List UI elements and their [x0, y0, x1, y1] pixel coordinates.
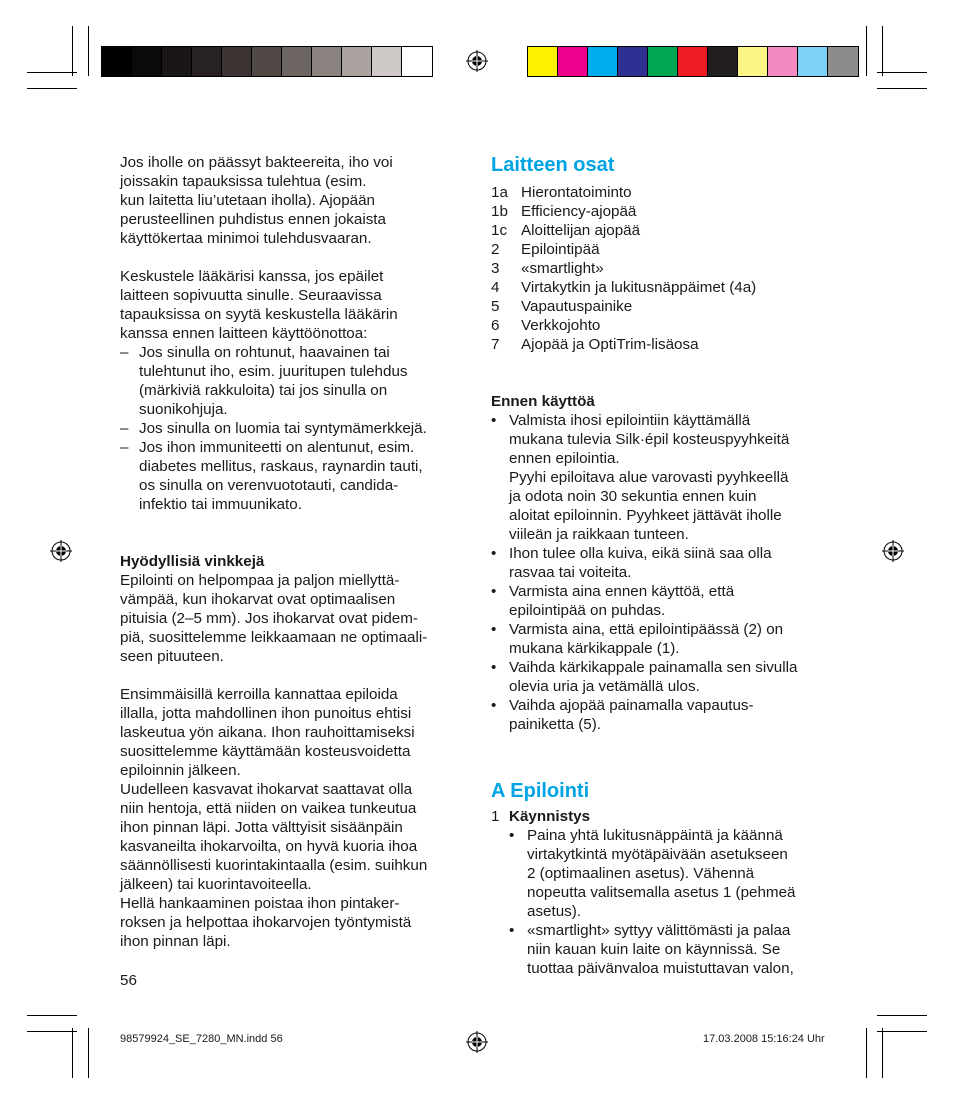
registration-mark-icon — [466, 1031, 488, 1053]
part-label: «smartlight» — [521, 260, 604, 277]
crop-mark — [882, 1028, 883, 1078]
bullet-icon: • — [509, 922, 515, 939]
part-item — [491, 259, 836, 278]
color-swatch — [252, 47, 282, 76]
part-number: 5 — [491, 298, 500, 315]
part-label: Virtakytkin ja lukitusnäppäimet (4a) — [521, 279, 757, 296]
crop-mark — [877, 1015, 927, 1016]
part-item — [491, 183, 836, 202]
step-title: Käynnistys — [509, 808, 591, 825]
part-label: Aloittelijan ajopää — [521, 222, 641, 239]
color-swatch — [528, 47, 558, 76]
bullet-text: Paina yhtä lukitusnäppäintä ja käännä virtakytkintä myötäpäivään asetukseen 2 (optimaalinen asetus). Vähennä nopeutta valitsemalla asetus 1 (pehmeä asetus). — [527, 827, 796, 920]
bullet-text: Varmista aina, että epilointipäässä (2) on mukana kärkikappale (1). — [509, 621, 784, 657]
bullet-item — [509, 826, 836, 921]
part-item — [491, 278, 836, 297]
registration-mark-icon — [466, 50, 488, 72]
tips-heading: Hyödyllisiä vinkkejä — [120, 553, 265, 570]
crop-mark — [877, 88, 927, 89]
paragraph-first-times: Ensimmäisillä kerroilla kannattaa epiloida illalla, jotta mahdollinen ihon punoitus ehtisi laskeutua yön aikana. Ihon rauhoittamiseksi suosittelemme käyttämään kosteusvoidetta epiloinnin jälkeen. Uudelleen kasvavat ihokarvat saattavat olla niin hentoja, että niiden on vaikea tunkeutua ihon pinnan läpi. Jotta välttyisit sisäänpäin kasvaneilta ihokarvoilta, on hyvä kuoria ihoa säännöllisesti kuorintakintaalla (esim. suihkun jälkeen) tai kuorintavoiteella. Hellä hankaaminen poistaa ihon pintaker- roksen ja helpottaa ihokarvojen työntymistä ihon pinnan läpi. — [120, 686, 428, 950]
part-number: 7 — [491, 336, 500, 353]
dash-item: – Jos sinulla on rohtunut, haavainen tai tulehtunut iho, esim. juuritupen tulehdus (märkiviä rakkuloita) tai jos sinulla on suonikohjuja. — [120, 344, 408, 418]
crop-mark — [88, 26, 89, 76]
color-swatch — [222, 47, 252, 76]
bullet-text: Vaihda ajopää painamalla vapautus- painiketta (5). — [509, 697, 754, 733]
part-number: 2 — [491, 241, 500, 258]
crop-mark — [27, 1015, 77, 1016]
color-swatch — [342, 47, 372, 76]
bullet-item — [509, 921, 836, 978]
part-item — [491, 202, 836, 221]
bullet-text: Ihon tulee olla kuiva, eikä siinä saa olla rasvaa tai voiteita. — [509, 545, 772, 581]
part-label: Ajopää ja OptiTrim-lisäosa — [521, 336, 699, 353]
bullet-text: Vaihda kärkikappale painamalla sen sivulla olevia uria ja vetämällä ulos. — [509, 659, 798, 695]
crop-mark — [27, 1031, 77, 1032]
bullet-text: Varmista aina ennen käyttöä, että epilointipää on puhdas. — [509, 583, 735, 619]
bullet-icon: • — [491, 583, 497, 600]
part-item — [491, 297, 836, 316]
color-swatch — [132, 47, 162, 76]
part-item — [491, 240, 836, 259]
part-number: 3 — [491, 260, 500, 277]
before-use-heading: Ennen käyttöä — [491, 393, 595, 410]
step-number: 1 — [491, 808, 500, 825]
bullet-text: «smartlight» syttyy välittömästi ja palaa niin kauan kuin laite on käynnissä. Se tuottaa päivänvaloa muistuttavan valon, — [527, 922, 794, 977]
bullet-item — [491, 544, 836, 582]
page-number: 56 — [120, 972, 137, 989]
before-use-list — [491, 411, 836, 734]
color-swatch — [738, 47, 768, 76]
bullet-item — [491, 696, 836, 734]
grayscale-color-bar — [101, 46, 433, 77]
part-item — [491, 335, 836, 354]
part-item — [491, 221, 836, 240]
footer-date: 17.03.2008 15:16:24 Uhr — [703, 1033, 825, 1045]
part-label: Verkkojohto — [521, 317, 601, 334]
paragraph-hair-length: Epilointi on helpompaa ja paljon miellyttä- vämpää, kun ihokarvat ovat optimaalisen pituisia (2–5 mm). Jos ihokarvat ovat pidem- piä, suosittelemme leikkaamaan ne optimaali- seen pituuteen. — [120, 572, 428, 665]
registration-mark-icon — [50, 540, 72, 562]
dash-item: – Jos ihon immuniteetti on alentunut, esim. diabetes mellitus, raskaus, raynardin tauti, os sinulla on verenvuototauti, candida- infektio tai immuunikato. — [120, 439, 423, 513]
bullet-text: Valmista ihosi epilointiin käyttämällä mukana tulevia Silk·épil kosteuspyyhkeitä ennen epilointia. Pyyhi epiloitava alue varovasti pyyhkeellä ja odota noin 30 sekuntia ennen kuin aloitat epiloinnin. Pyyhkeet jättävät iholle viileän ja raikkaan tunteen. — [509, 412, 790, 543]
crop-mark — [72, 1028, 73, 1078]
bullet-item — [491, 411, 836, 544]
color-swatch — [102, 47, 132, 76]
crop-mark — [72, 26, 73, 76]
paragraph-infection: Jos iholle on päässyt bakteereita, iho voi joissakin tapauksissa tulehtua (esim. kun laitetta liu’utetaan iholla). Ajopään perusteellinen puhdistus ennen jokaista käyttökertaa minimoi tulehdusvaaran. — [120, 154, 393, 247]
right-column — [491, 152, 836, 978]
epilation-heading: A Epilointi — [491, 780, 590, 802]
part-number: 4 — [491, 279, 500, 296]
color-swatch — [678, 47, 708, 76]
left-column — [120, 153, 470, 951]
part-number: 6 — [491, 317, 500, 334]
part-label: Efficiency-ajopää — [521, 203, 637, 220]
step-heading — [491, 807, 836, 826]
crop-mark — [27, 88, 77, 89]
step-list — [491, 826, 836, 978]
color-swatch — [648, 47, 678, 76]
bullet-icon: • — [491, 697, 497, 714]
part-number: 1a — [491, 184, 508, 201]
color-swatch — [708, 47, 738, 76]
crop-mark — [27, 72, 77, 73]
crop-mark — [866, 1028, 867, 1078]
dash-item: – Jos sinulla on luomia tai syntymämerkkejä. — [120, 420, 427, 437]
color-swatch — [558, 47, 588, 76]
part-item — [491, 316, 836, 335]
part-label: Hierontatoiminto — [521, 184, 632, 201]
color-swatch — [588, 47, 618, 76]
color-swatch — [618, 47, 648, 76]
part-label: Epilointipää — [521, 241, 600, 258]
color-swatch — [828, 47, 858, 76]
color-swatch — [312, 47, 342, 76]
crop-mark — [877, 1031, 927, 1032]
registration-mark-icon — [882, 540, 904, 562]
color-swatch — [282, 47, 312, 76]
bullet-icon: • — [491, 545, 497, 562]
bullet-icon: • — [491, 621, 497, 638]
bullet-item — [491, 582, 836, 620]
bullet-icon: • — [491, 412, 497, 429]
crop-mark — [877, 72, 927, 73]
bullet-icon: • — [509, 827, 515, 844]
parts-list — [491, 183, 836, 354]
color-swatch — [798, 47, 828, 76]
bullet-icon: • — [491, 659, 497, 676]
color-swatch — [768, 47, 798, 76]
bullet-item — [491, 620, 836, 658]
color-swatch — [402, 47, 432, 76]
crop-mark — [866, 26, 867, 76]
cmyk-color-bar — [527, 46, 859, 77]
color-swatch — [372, 47, 402, 76]
paragraph-consult-doctor: Keskustele lääkärisi kanssa, jos epäilet laitteen sopivuutta sinulle. Seuraavissa tapauksissa on syytä keskustella lääkärin kanssa ennen laitteen käyttöönottoa: — [120, 268, 398, 342]
crop-mark — [88, 1028, 89, 1078]
parts-heading: Laitteen osat — [491, 154, 615, 176]
color-swatch — [162, 47, 192, 76]
part-number: 1c — [491, 222, 508, 239]
color-swatch — [192, 47, 222, 76]
part-number: 1b — [491, 203, 508, 220]
part-label: Vapautuspainike — [521, 298, 633, 315]
bullet-item — [491, 658, 836, 696]
crop-mark — [882, 26, 883, 76]
footer-file: 98579924_SE_7280_MN.indd 56 — [120, 1033, 283, 1045]
